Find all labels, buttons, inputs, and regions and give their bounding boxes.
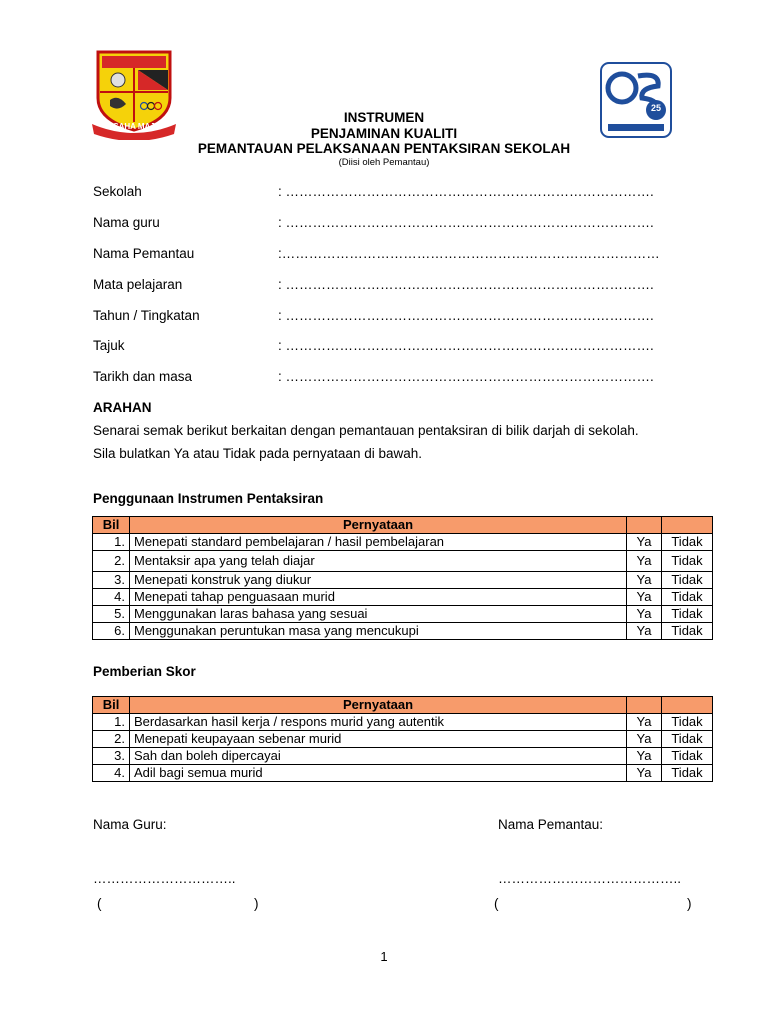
ya-option[interactable]: Ya — [627, 589, 662, 606]
table-row — [93, 623, 713, 640]
ya-option[interactable]: Ya — [627, 765, 662, 782]
row-number: 3. — [93, 572, 130, 589]
statement-text: Berdasarkan hasil kerja / respons murid yang autentik — [130, 714, 627, 731]
section-2-heading: Pemberian Skor — [93, 664, 196, 679]
table-row — [93, 714, 713, 731]
tidak-option[interactable]: Tidak — [662, 748, 713, 765]
arahan-line-2: Sila bulatkan Ya atau Tidak pada pernyataan di bawah. — [93, 446, 422, 461]
col-tidak-header — [662, 517, 713, 534]
statement-text: Menepati standard pembelajaran / hasil pembelajaran — [130, 534, 627, 551]
col-tidak-header — [662, 697, 713, 714]
table-row — [93, 748, 713, 765]
field-label: Sekolah — [93, 184, 142, 199]
ya-option[interactable]: Ya — [627, 572, 662, 589]
field-fill-line: : ………………………………………………………………………. — [278, 338, 654, 353]
statement-text: Sah dan boleh dipercayai — [130, 748, 627, 765]
tidak-option[interactable]: Tidak — [662, 731, 713, 748]
statement-text: Menepati konstruk yang diukur — [130, 572, 627, 589]
pemantau-signature-line: ………………………………….. — [498, 871, 682, 886]
field-label: Tahun / Tingkatan — [93, 308, 200, 323]
title-pemantauan: PEMANTAUAN PELAKSANAAN PENTAKSIRAN SEKOLAH — [197, 141, 571, 156]
tidak-option[interactable]: Tidak — [662, 589, 713, 606]
row-number: 1. — [93, 534, 130, 551]
ya-option[interactable]: Ya — [627, 623, 662, 640]
table-row — [93, 589, 713, 606]
guru-name-label: Nama Guru: — [93, 817, 167, 832]
row-number: 6. — [93, 623, 130, 640]
ya-option[interactable]: Ya — [627, 606, 662, 623]
tidak-option[interactable]: Tidak — [662, 714, 713, 731]
page-number: 1 — [380, 949, 388, 964]
ya-option[interactable]: Ya — [627, 748, 662, 765]
pemantau-close-paren: ) — [687, 896, 692, 911]
title-penjaminan: PENJAMINAN KUALITI — [310, 126, 458, 141]
row-number: 2. — [93, 551, 130, 572]
ya-option[interactable]: Ya — [627, 551, 662, 572]
field-fill-line: : ………………………………………………………………………. — [278, 184, 654, 199]
tidak-option[interactable]: Tidak — [662, 551, 713, 572]
fill-note: (Diisi oleh Pemantau) — [338, 157, 430, 168]
col-bil-header: Bil — [93, 517, 130, 534]
field-label: Mata pelajaran — [93, 277, 183, 292]
table-row — [93, 534, 713, 551]
field-fill-line: : ………………………………………………………………………. — [278, 277, 654, 292]
row-number: 4. — [93, 765, 130, 782]
table-row — [93, 765, 713, 782]
statement-text: Adil bagi semua murid — [130, 765, 627, 782]
ya-option[interactable]: Ya — [627, 714, 662, 731]
col-pernyataan-header: Pernyataan — [130, 517, 627, 534]
tidak-option[interactable]: Tidak — [662, 606, 713, 623]
table-row — [93, 731, 713, 748]
field-fill-line: : ………………………………………………………………………. — [278, 369, 654, 384]
table-row — [93, 572, 713, 589]
guru-open-paren: ( — [97, 896, 102, 911]
tidak-option[interactable]: Tidak — [662, 572, 713, 589]
row-number: 4. — [93, 589, 130, 606]
pemantau-open-paren: ( — [494, 896, 499, 911]
section-1-heading: Penggunaan Instrumen Pentaksiran — [93, 491, 324, 506]
statement-text: Menggunakan peruntukan masa yang mencukupi — [130, 623, 627, 640]
field-label: Nama guru — [93, 215, 160, 230]
table-row — [93, 551, 713, 572]
guru-signature-line: ………………………….. — [93, 871, 236, 886]
statement-text: Mentaksir apa yang telah diajar — [130, 551, 627, 572]
table-row — [93, 606, 713, 623]
statement-text: Menepati tahap penguasaan murid — [130, 589, 627, 606]
pemantau-name-label: Nama Pemantau: — [498, 817, 604, 832]
col-ya-header — [627, 697, 662, 714]
arahan-line-1: Senarai semak berikut berkaitan dengan pemantauan pentaksiran di bilik darjah di sekolah. — [93, 423, 639, 438]
row-number: 2. — [93, 731, 130, 748]
badge-number: 25 — [650, 103, 661, 113]
tidak-option[interactable]: Tidak — [662, 765, 713, 782]
field-label: Tajuk — [93, 338, 125, 353]
field-label: Tarikh dan masa — [93, 369, 193, 384]
section-2-table — [92, 696, 713, 782]
guru-close-paren: ) — [254, 896, 259, 911]
tidak-option[interactable]: Tidak — [662, 534, 713, 551]
arahan-heading: ARAHAN — [93, 400, 152, 415]
row-number: 5. — [93, 606, 130, 623]
col-pernyataan-header: Pernyataan — [130, 697, 627, 714]
title-instrumen: INSTRUMEN — [343, 110, 425, 125]
field-fill-line: : ………………………………………………………………………. — [278, 215, 654, 230]
field-fill-line: :………………………………………………………………………… — [278, 246, 660, 261]
ya-option[interactable]: Ya — [627, 534, 662, 551]
col-ya-header — [627, 517, 662, 534]
tidak-option[interactable]: Tidak — [662, 623, 713, 640]
statement-text: Menggunakan laras bahasa yang sesuai — [130, 606, 627, 623]
statement-text: Menepati keupayaan sebenar murid — [130, 731, 627, 748]
ya-option[interactable]: Ya — [627, 731, 662, 748]
col-bil-header: Bil — [93, 697, 130, 714]
section-1-table — [92, 516, 713, 640]
crest-motto: USAHA MAJU — [107, 122, 161, 131]
row-number: 1. — [93, 714, 130, 731]
field-label: Nama Pemantau — [93, 246, 195, 261]
field-fill-line: : ………………………………………………………………………. — [278, 308, 654, 323]
row-number: 3. — [93, 748, 130, 765]
